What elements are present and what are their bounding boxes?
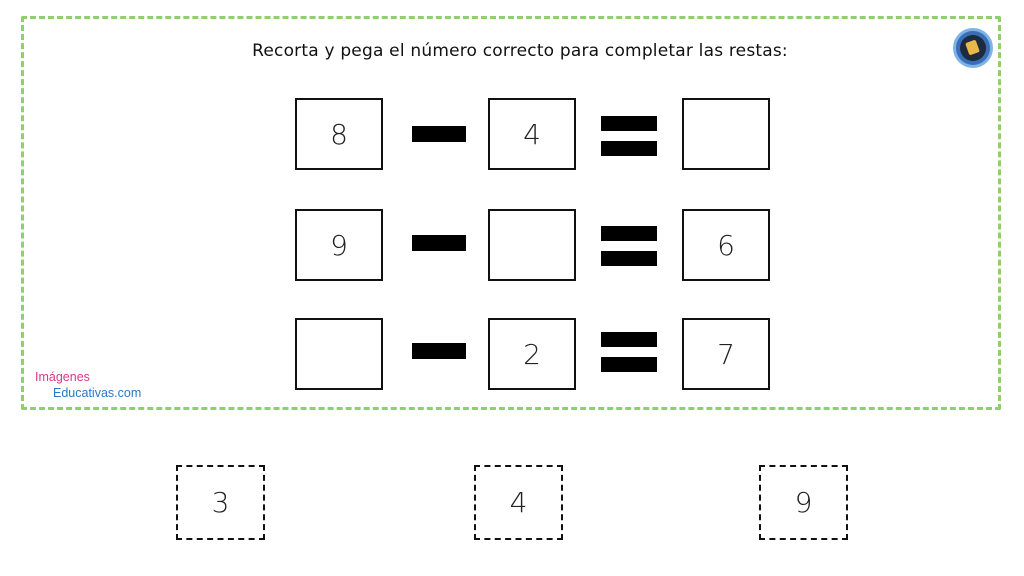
minus-sign-icon <box>412 235 466 251</box>
cutout-card[interactable]: 4 <box>474 465 563 540</box>
eq2-minuend-box: 9 <box>295 209 383 281</box>
eq2-subtrahend-box <box>488 209 576 281</box>
eq3-minuend-box <box>295 318 383 390</box>
logo-line-1: Imágenes <box>35 370 90 384</box>
cutout-card[interactable]: 3 <box>176 465 265 540</box>
equals-sign-icon <box>601 226 657 266</box>
equals-sign-icon <box>601 116 657 156</box>
imagenes-educativas-logo <box>35 369 141 401</box>
instruction-text: Recorta y pega el número correcto para completar las restas: <box>252 41 788 61</box>
eq2-result-box: 6 <box>682 209 770 281</box>
cutout-card[interactable]: 9 <box>759 465 848 540</box>
eq1-minuend-box: 8 <box>295 98 383 170</box>
eq1-result-box <box>682 98 770 170</box>
equals-sign-icon <box>601 332 657 372</box>
logo-line-2: Educativas.com <box>53 386 142 400</box>
eq3-result-box: 7 <box>682 318 770 390</box>
minus-sign-icon <box>412 126 466 142</box>
eq1-subtrahend-box: 4 <box>488 98 576 170</box>
minus-sign-icon <box>412 343 466 359</box>
eq3-subtrahend-box: 2 <box>488 318 576 390</box>
owl-logo-icon <box>953 28 993 68</box>
